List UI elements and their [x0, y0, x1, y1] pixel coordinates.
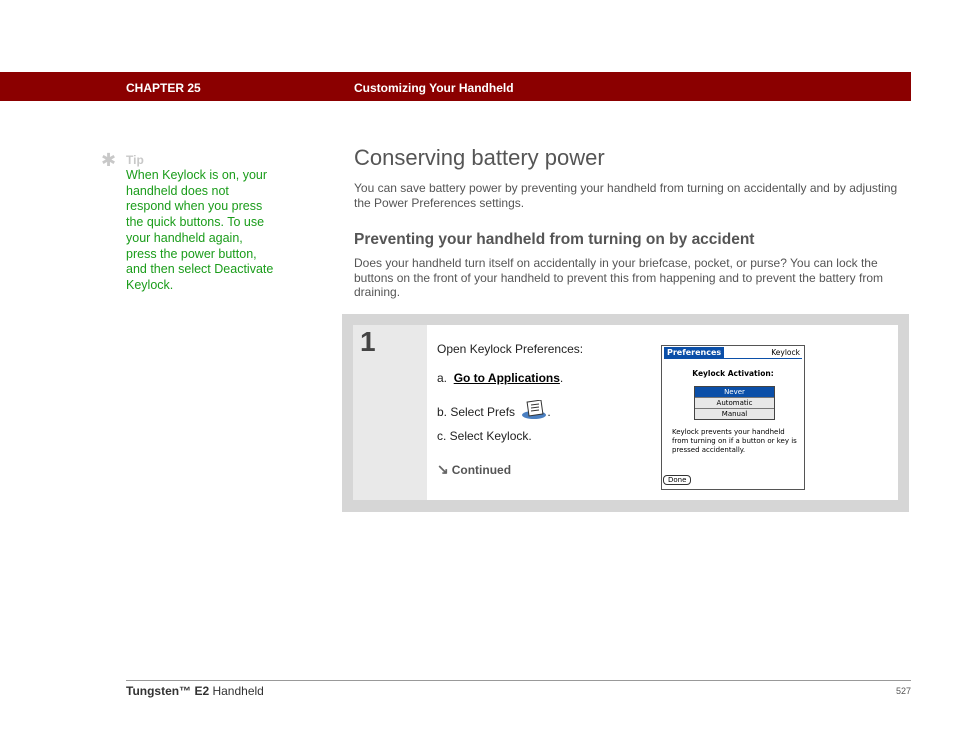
- step-b-suffix: .: [547, 405, 551, 419]
- device-title: Preferences: [664, 347, 724, 358]
- prefs-app-icon: [521, 400, 547, 423]
- step-number: 1: [360, 326, 376, 357]
- footer-product-suffix: Handheld: [209, 684, 264, 698]
- continued-label: Continued: [451, 463, 512, 477]
- body-paragraph: Does your handheld turn itself on accidentally in your briefcase, pocket, or purse? You can lock the buttons on the front of your handheld to prevent this from happening and to prevent the battery from draining.: [354, 256, 884, 299]
- keylock-option-never[interactable]: Never: [695, 387, 774, 398]
- section-subheading: Preventing your handheld from turning on by accident: [354, 231, 755, 248]
- footer-product: [126, 684, 264, 698]
- go-to-applications-link[interactable]: Go to Applications: [453, 371, 560, 385]
- step-c: c. Select Keylock.: [437, 429, 532, 443]
- page-title: Conserving battery power: [354, 145, 605, 170]
- footer-rule: [126, 680, 911, 681]
- continued-note: [437, 461, 511, 478]
- chapter-header-bar: [0, 72, 911, 101]
- step-a: [437, 371, 563, 385]
- arrow-down-right-icon: ↘: [437, 461, 449, 477]
- chapter-section-title: Customizing Your Handheld: [354, 81, 514, 95]
- tip-label: Tip: [126, 153, 144, 167]
- step-intro: Open Keylock Preferences:: [437, 342, 584, 356]
- tip-text: When Keylock is on, your handheld does not respond when you press the quick buttons. To use your handheld again, press the power button, and then select Deactivate Keylock.: [126, 168, 274, 292]
- keylock-option-automatic[interactable]: Automatic: [695, 398, 774, 409]
- intro-paragraph: You can save battery power by preventing your handheld from turning on accidentally and by adjusting the Power Preferences settings.: [354, 181, 898, 210]
- chapter-label: CHAPTER 25: [126, 81, 201, 95]
- device-title-rule: [664, 358, 802, 359]
- device-heading: Keylock Activation:: [692, 369, 774, 378]
- keylock-option-list: [694, 386, 775, 420]
- step-a-prefix: a.: [437, 371, 448, 385]
- step-b-text: b. Select Prefs: [437, 405, 516, 419]
- keylock-option-manual[interactable]: Manual: [695, 409, 774, 419]
- handheld-screen: [661, 345, 805, 490]
- device-category-dropdown[interactable]: Keylock: [771, 348, 800, 357]
- step-b: [437, 400, 551, 423]
- done-button[interactable]: Done: [663, 475, 691, 485]
- page-number: 527: [895, 686, 911, 696]
- device-description: Keylock prevents your handheld from turning on if a button or key is pressed accidentally.: [672, 428, 797, 454]
- asterisk-icon: ✱: [101, 150, 117, 170]
- footer-product-name: Tungsten™ E2: [126, 684, 210, 698]
- step-a-suffix: .: [559, 371, 564, 385]
